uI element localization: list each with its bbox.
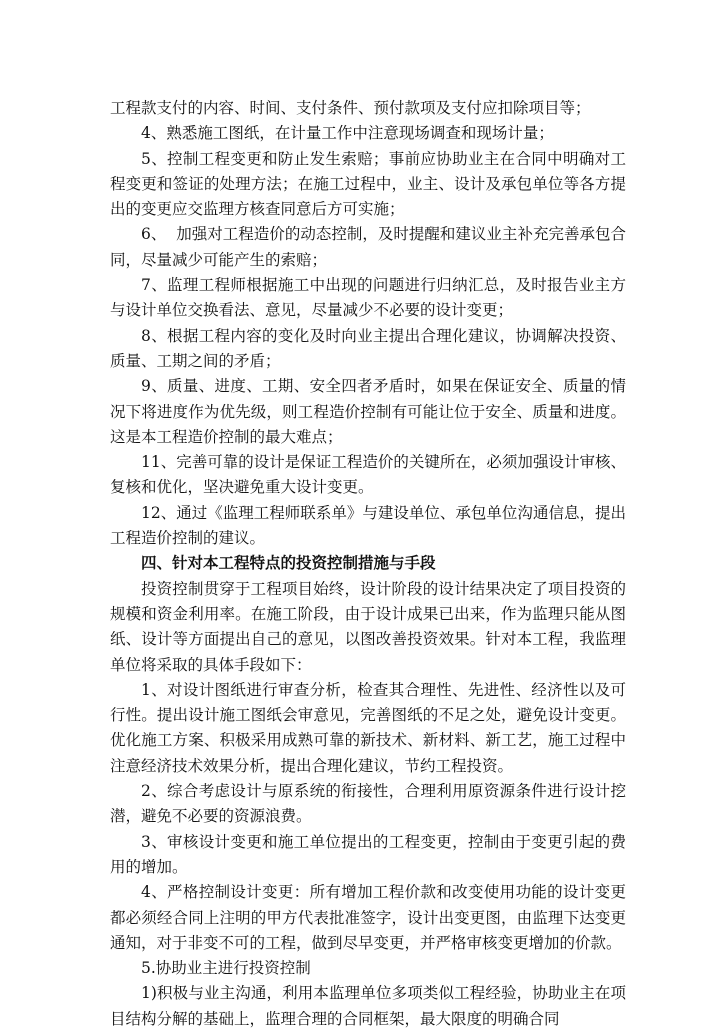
paragraph-item-5: 5、控制工程变更和防止发生索赔；事前应协助业主在合同中明确对工程变更和签证的处理方法；在施工过程中，业主、设计及承包单位等各方提出的变更应交监理方核查同意后方可实施； <box>110 149 626 219</box>
measure-item-1: 1、对设计图纸进行审查分析，检查其合理性、先进性、经济性以及可行性。提出设计施工图纸会审意见，完善图纸的不足之处，避免设计变更。优化施工方案、积极采用成熟可靠的新技术、新材料、新工艺，施工过程中注意经济技术效果分析，提出合理化建议，节约工程投资。 <box>110 680 626 775</box>
section-intro-paragraph: 投资控制贯穿于工程项目始终，设计阶段的设计结果决定了项目投资的规模和资金利用率。在施工阶段，由于设计成果已出来，作为监理只能从图纸、设计等方面提出自己的意见，以图改善投资效果。针对本工程，我监理单位将采取的具体手段如下： <box>110 579 626 674</box>
paragraph-item-8: 8、根据工程内容的变化及时向业主提出合理化建议，协调解决投资、质量、工期之间的矛盾； <box>110 326 626 370</box>
paragraph-item-12: 12、通过《监理工程师联系单》与建设单位、承包单位沟通信息，提出工程造价控制的建议。 <box>110 503 626 548</box>
paragraph-item-6: 6、 加强对工程造价的动态控制，及时提醒和建议业主补充完善承包合同，尽量减少可能产生的索赔； <box>110 225 626 269</box>
paragraph-item-7: 7、监理工程师根据施工中出现的问题进行归纳汇总，及时报告业主方与设计单位交换看法、意见，尽量减少不必要的设计变更； <box>110 276 626 320</box>
subsection-title: 5.协助业主进行投资控制 <box>141 959 311 978</box>
paragraph-item-9: 9、质量、进度、工期、安全四者矛盾时，如果在保证安全、质量的情况下将进度作为优先级，则工程造价控制有可能让位于安全、质量和进度。这是本工程造价控制的最大难点； <box>110 377 626 446</box>
paragraph-continuation: 工程款支付的内容、时间、支付条件、预付款项及支付应扣除项目等； <box>110 99 591 117</box>
measure-item-4: 4、严格控制设计变更：所有增加工程价款和改变使用功能的设计变更都必须经合同上注明的甲方代表批准签字，设计出变更图，由监理下达变更通知，对于非变不可的工程，做到尽早变更，并严格审核变更增加的价款。 <box>110 883 626 952</box>
paragraph-item-4: 4、熟悉施工图纸，在计量工作中注意现场调查和现场计量； <box>141 124 554 143</box>
subsection-item-1: 1)积极与业主沟通，利用本监理单位多项类似工程经验，协助业主在项目结构分解的基础上，监理合理的合同框架，最大限度的明确合同 <box>110 984 626 1028</box>
measure-item-2: 2、综合考虑设计与原系统的衔接性，合理利用原资源条件进行设计挖潜，避免不必要的资源浪费。 <box>110 782 626 826</box>
section-heading: 四、针对本工程特点的投资控制措施与手段 <box>141 554 436 573</box>
paragraph-item-11: 11、完善可靠的设计是保证工程造价的关键所在，必须加强设计审核、复核和优化，坚决避免重大设计变更。 <box>110 453 626 497</box>
document-page <box>110 96 626 1032</box>
measure-item-3: 3、审核设计变更和施工单位提出的工程变更，控制由于变更引起的费用的增加。 <box>110 832 626 876</box>
